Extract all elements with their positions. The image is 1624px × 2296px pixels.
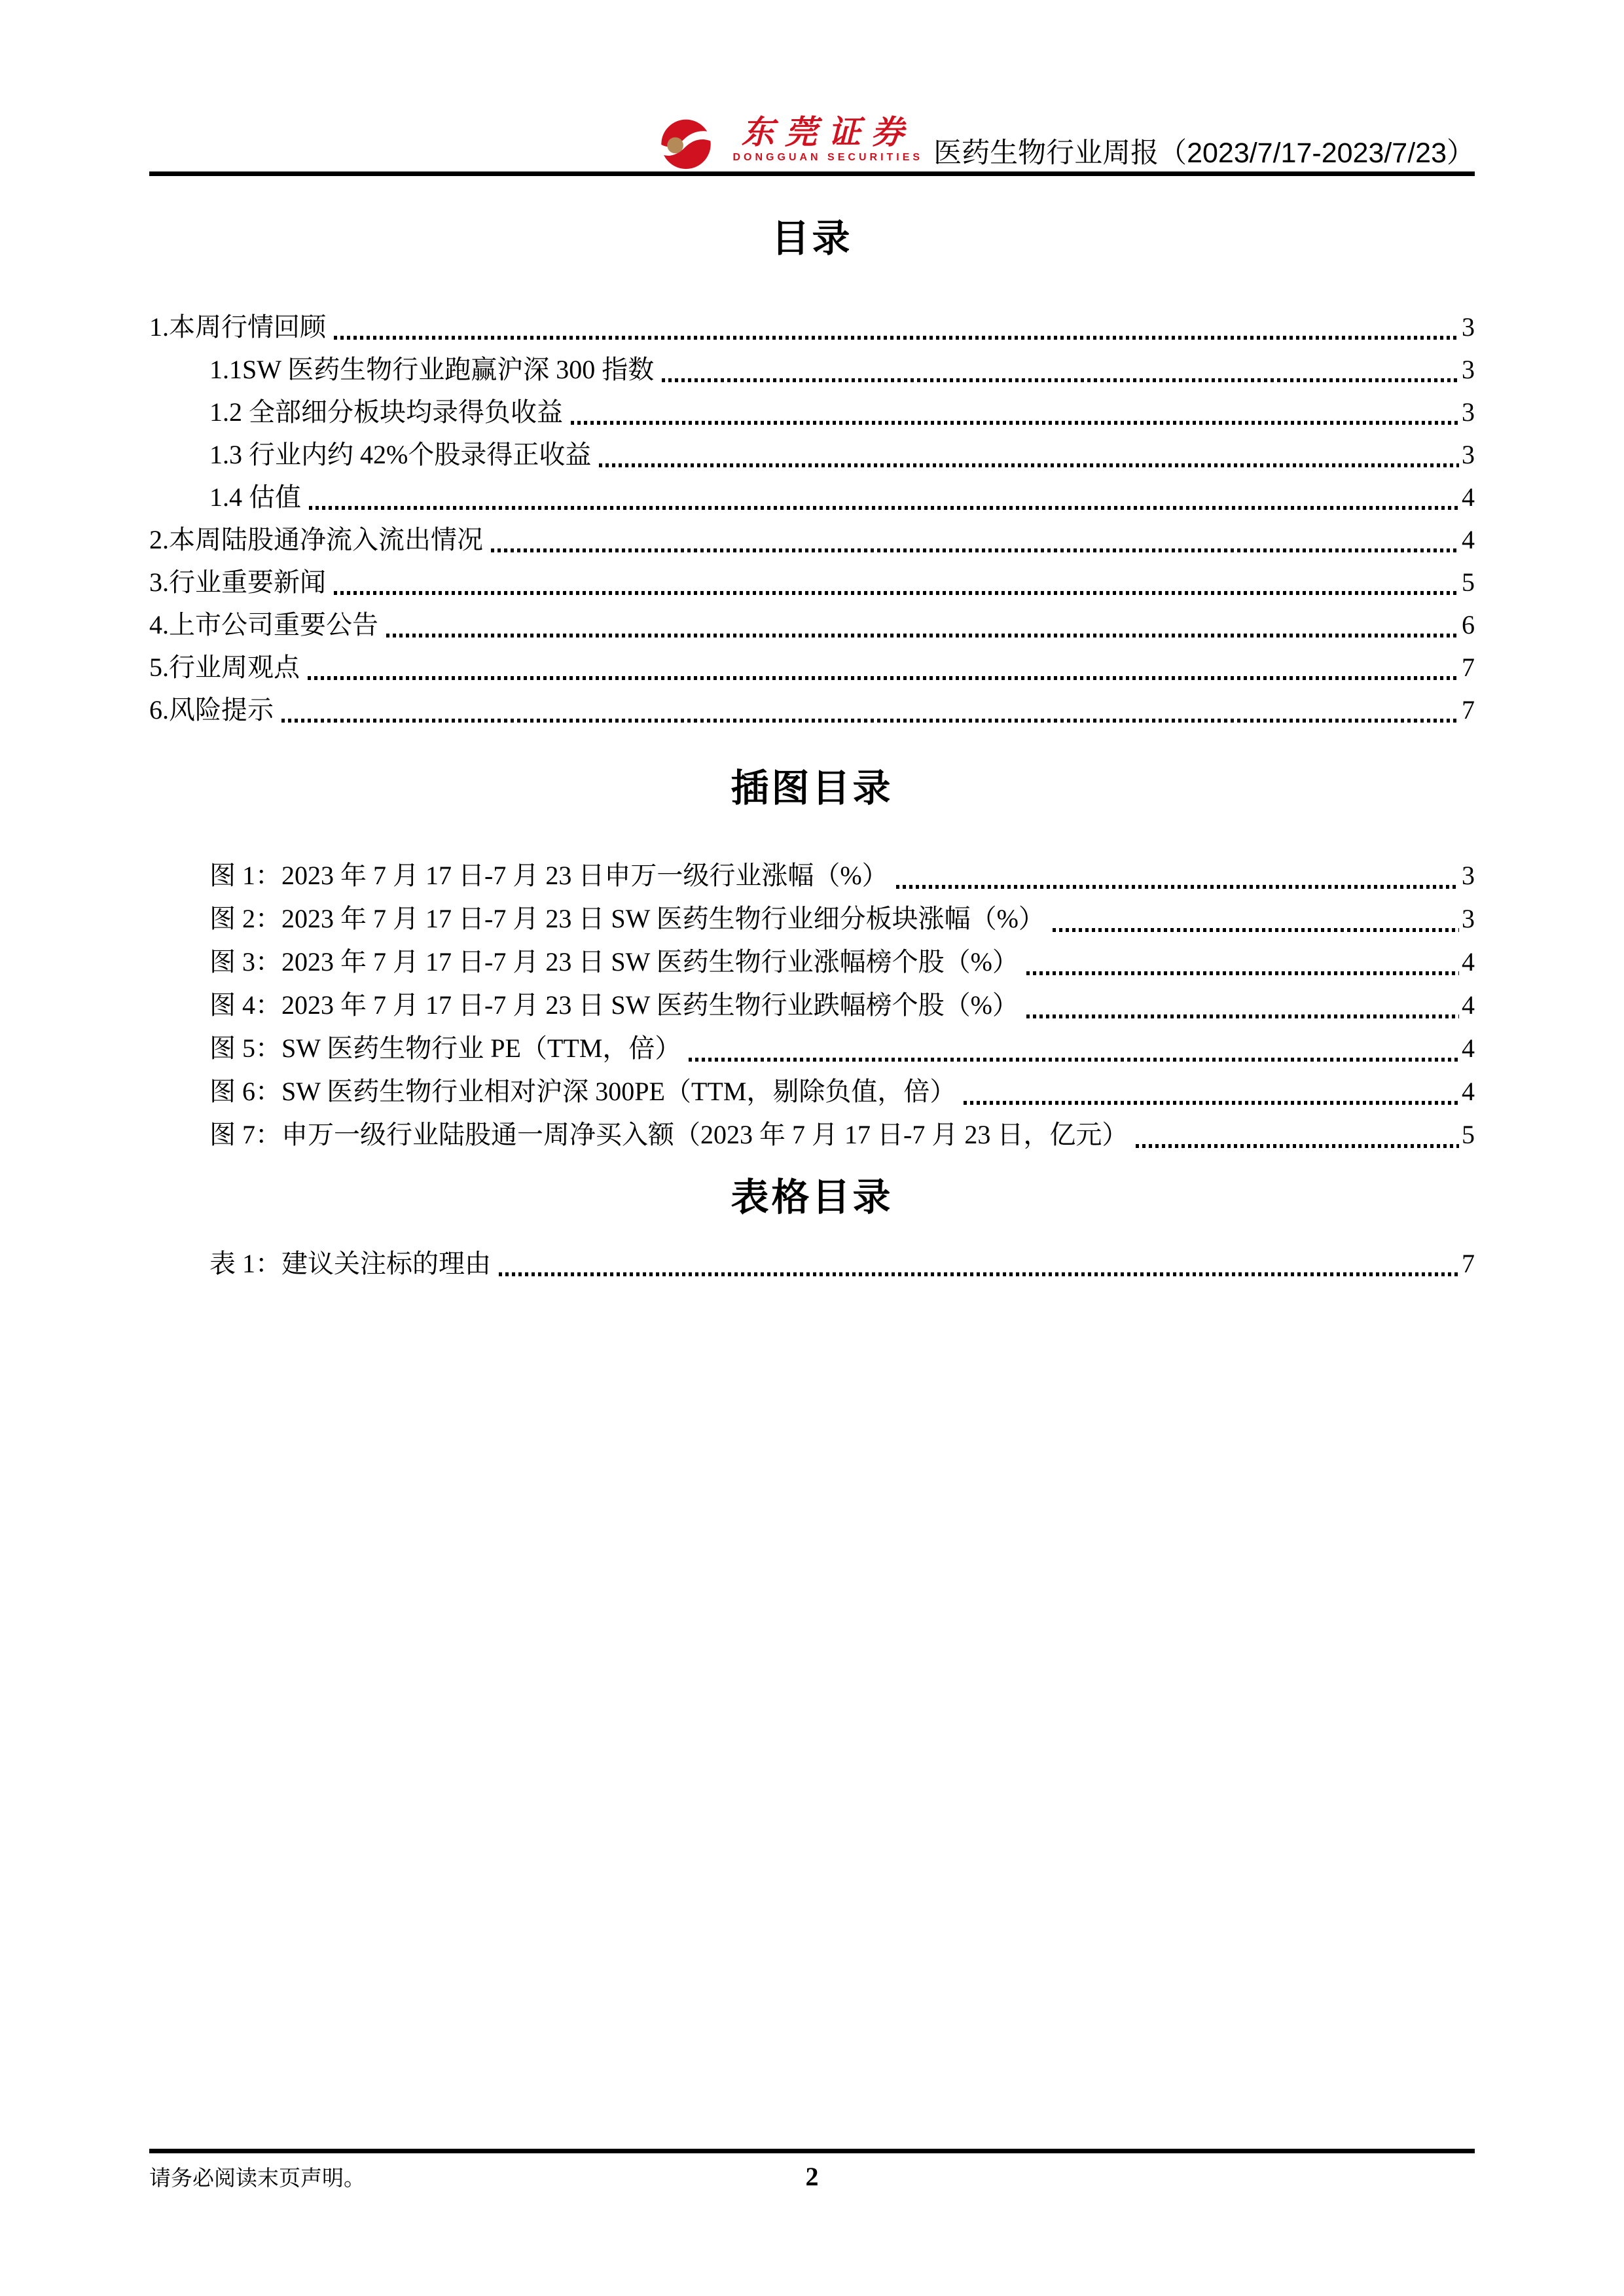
toc-entry-label: 6.风险提示 — [149, 695, 274, 725]
figure-entry-page: 3 — [1462, 861, 1475, 890]
toc-entry-page: 6 — [1462, 610, 1475, 639]
footer-rule — [149, 2149, 1475, 2153]
dot-leader — [309, 506, 1459, 510]
dot-leader — [334, 591, 1459, 595]
figures-list — [149, 854, 1475, 1157]
figure-entry-label: 图 4：2023 年 7 月 17 日-7 月 23 日 SW 医药生物行业跌幅榜个股（%） — [209, 990, 1019, 1020]
logo-en-name: DONGGUAN SECURITIES — [732, 152, 924, 163]
dongguan-securities-logo — [657, 116, 924, 173]
dot-leader — [1026, 971, 1459, 975]
tables-title: 表格目录 — [731, 1176, 893, 1219]
figure-entry-page: 4 — [1462, 1033, 1475, 1063]
toc-entry[interactable] — [149, 603, 1475, 646]
toc-entry-page: 7 — [1462, 653, 1475, 682]
dot-leader — [599, 463, 1459, 467]
toc-entry-page: 3 — [1462, 312, 1475, 342]
dot-leader — [571, 421, 1459, 425]
toc-entry[interactable] — [149, 518, 1475, 561]
toc-entry[interactable] — [149, 689, 1475, 731]
figure-entry[interactable] — [149, 897, 1475, 941]
dot-leader — [1026, 1014, 1459, 1018]
logo-text — [733, 116, 924, 164]
toc-entry-label: 1.4 估值 — [209, 482, 301, 512]
footer-page-number: 2 — [805, 2162, 819, 2191]
figures-title: 插图目录 — [731, 767, 893, 810]
dot-leader — [689, 1058, 1459, 1062]
toc-entry[interactable] — [149, 433, 1475, 476]
dot-leader — [334, 336, 1459, 340]
figure-entry-page: 4 — [1462, 1077, 1475, 1106]
toc-entry-label: 1.本周行情回顾 — [149, 312, 326, 342]
dot-leader — [281, 719, 1459, 723]
dot-leader — [964, 1101, 1459, 1105]
toc-entry-label: 2.本周陆股通净流入流出情况 — [149, 525, 483, 554]
dot-leader — [1136, 1144, 1459, 1148]
toc-list — [149, 306, 1475, 731]
dot-leader — [896, 885, 1459, 889]
table-entry-page: 7 — [1462, 1249, 1475, 1278]
dot-leader — [499, 1272, 1459, 1276]
toc-title: 目录 — [771, 217, 853, 260]
toc-entry-label: 3.行业重要新闻 — [149, 567, 326, 597]
figure-entry[interactable] — [149, 1070, 1475, 1113]
figure-entry-label: 图 7：申万一级行业陆股通一周净买入额（2023 年 7 月 17 日-7 月 23 日，亿元） — [209, 1120, 1128, 1149]
dot-leader — [1053, 928, 1459, 932]
toc-entry-page: 3 — [1462, 355, 1475, 384]
table-entry-label: 表 1：建议关注标的理由 — [209, 1249, 491, 1278]
logo-cn-name: 东莞证券 — [741, 114, 914, 151]
toc-entry-page: 4 — [1462, 482, 1475, 512]
toc-entry[interactable] — [149, 306, 1475, 348]
toc-entry[interactable] — [149, 476, 1475, 518]
figure-entry-page: 4 — [1462, 947, 1475, 977]
toc-entry[interactable] — [149, 348, 1475, 391]
logo-mark-icon — [657, 118, 715, 172]
dot-leader — [386, 634, 1459, 637]
toc-entry[interactable] — [149, 646, 1475, 689]
toc-entry[interactable] — [149, 391, 1475, 433]
toc-entry[interactable] — [149, 561, 1475, 603]
toc-entry-page: 5 — [1462, 567, 1475, 597]
toc-entry-page: 3 — [1462, 440, 1475, 469]
page-footer — [149, 2161, 1475, 2194]
toc-entry-page: 3 — [1462, 397, 1475, 427]
dot-leader — [491, 548, 1459, 552]
toc-entry-label: 1.2 全部细分板块均录得负收益 — [209, 397, 563, 427]
figure-entry-label: 图 5：SW 医药生物行业 PE（TTM，倍） — [209, 1033, 681, 1063]
report-title: 医药生物行业周报（2023/7/17-2023/7/23） — [933, 137, 1475, 169]
figure-entry[interactable] — [149, 984, 1475, 1027]
toc-entry-page: 7 — [1462, 695, 1475, 725]
footer-disclaimer: 请务必阅读末页声明。 — [149, 2166, 365, 2190]
toc-entry-label: 5.行业周观点 — [149, 653, 300, 682]
toc-entry-label: 1.3 行业内约 42%个股录得正收益 — [209, 440, 592, 469]
figure-entry[interactable] — [149, 941, 1475, 984]
table-entry[interactable] — [149, 1242, 1475, 1285]
tables-list — [149, 1242, 1475, 1285]
toc-entry-page: 4 — [1462, 525, 1475, 554]
figure-entry-page: 4 — [1462, 990, 1475, 1020]
figure-entry-label: 图 3：2023 年 7 月 17 日-7 月 23 日 SW 医药生物行业涨幅榜个股（%） — [209, 947, 1019, 977]
figure-entry[interactable] — [149, 854, 1475, 897]
figure-entry[interactable] — [149, 1113, 1475, 1157]
report-header — [149, 97, 1475, 176]
figure-entry-label: 图 1：2023 年 7 月 17 日-7 月 23 日申万一级行业涨幅（%） — [209, 861, 888, 890]
figure-entry[interactable] — [149, 1027, 1475, 1070]
figure-entry-page: 3 — [1462, 904, 1475, 933]
figure-entry-label: 图 6：SW 医药生物行业相对沪深 300PE（TTM，剔除负值，倍） — [209, 1077, 956, 1106]
toc-entry-label: 4.上市公司重要公告 — [149, 610, 378, 639]
figure-entry-page: 5 — [1462, 1120, 1475, 1149]
figure-entry-label: 图 2：2023 年 7 月 17 日-7 月 23 日 SW 医药生物行业细分板块涨幅（%） — [209, 904, 1045, 933]
dot-leader — [308, 676, 1459, 680]
dot-leader — [662, 378, 1459, 382]
toc-entry-label: 1.1SW 医药生物行业跑赢沪深 300 指数 — [209, 355, 655, 384]
